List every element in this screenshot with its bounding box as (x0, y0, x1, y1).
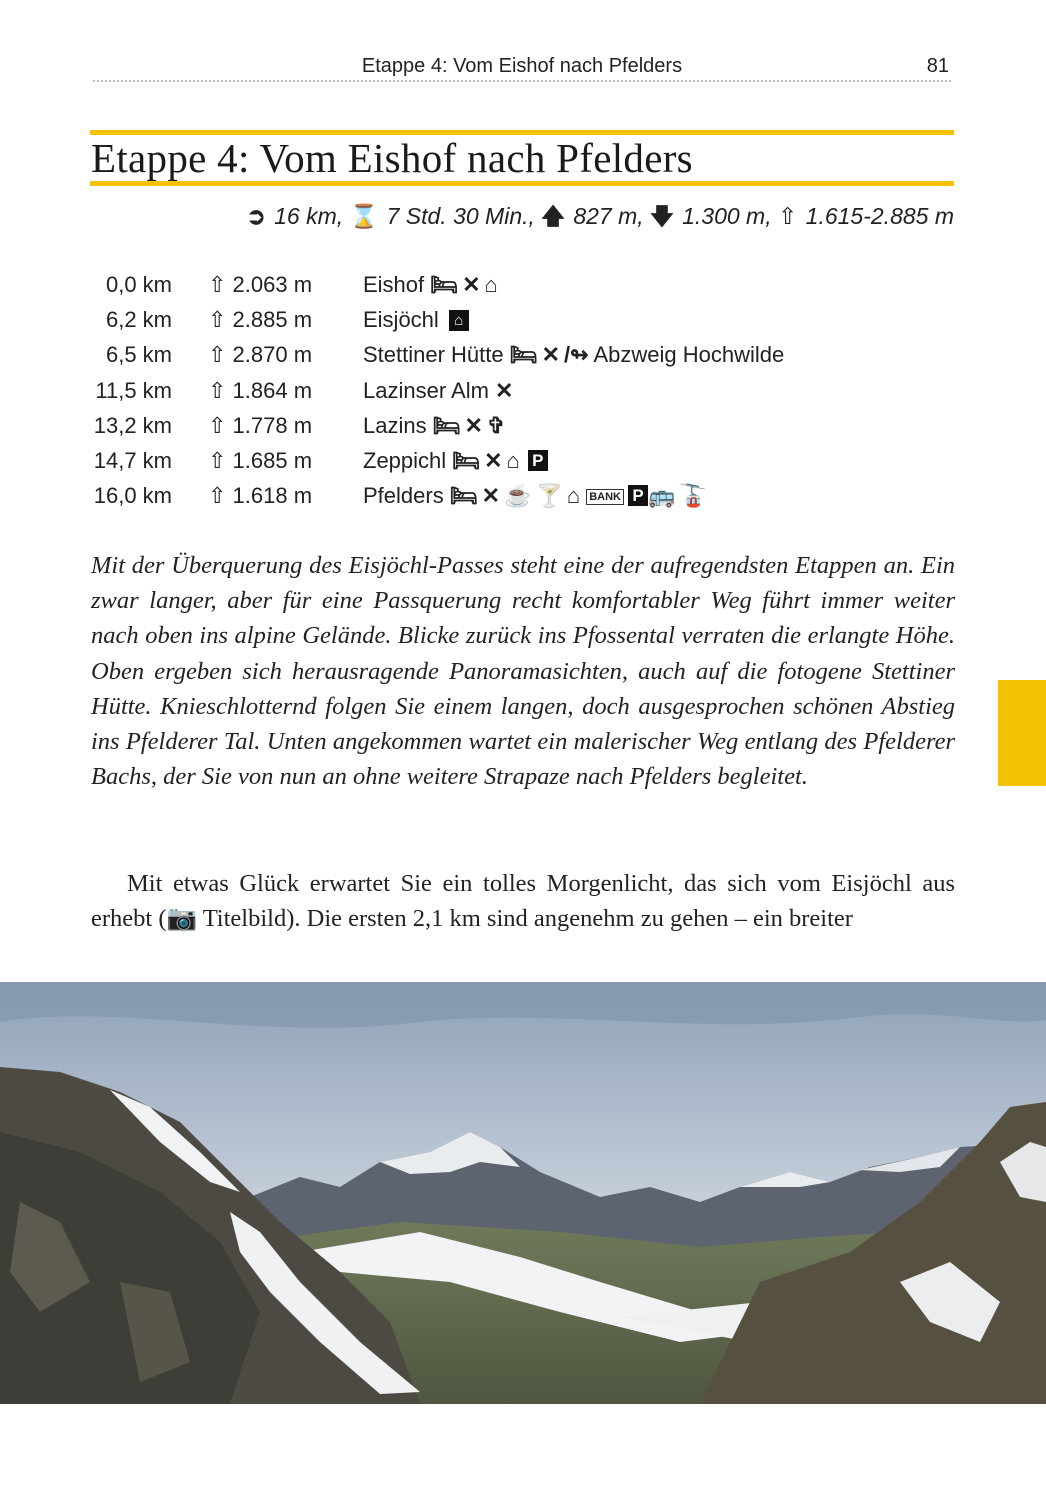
farm-icon: ⌂ (506, 447, 524, 473)
farm-icon: ⌂ (566, 483, 585, 509)
bed-icon: 🛏 (449, 483, 482, 509)
waypoint-row (90, 374, 950, 409)
waypoint-altitude: ⇧ 2.885 m (208, 307, 313, 333)
body-text-before: Mit etwas Glück erwartet Sie ein tolles Morgenlicht, das sich vom Eisjöchl aus erhebt ( (91, 870, 955, 933)
restaurant-icon: ✕ (464, 412, 487, 438)
waypoint-altitude: ⇧ 1.685 m (208, 447, 313, 473)
waypoint-place-cell (363, 448, 548, 474)
bed-icon: 🛏 (430, 272, 463, 297)
summary-distance: 16 km, (274, 203, 344, 229)
waypoint-place: Eisjöchl (363, 307, 439, 333)
bed-icon: 🛏 (432, 412, 465, 438)
running-head (93, 52, 951, 82)
waypoint-extra: Abzweig Hochwilde (593, 342, 785, 368)
waypoint-place: Zeppichl (363, 447, 447, 473)
bus-icon: 🚌 (647, 483, 680, 509)
waypoint-icons (452, 448, 548, 473)
arrow-up-icon: 🡅 (541, 203, 565, 229)
summary-descent: 1.300 m, (682, 203, 772, 229)
chapter-tab (998, 680, 1046, 786)
body-text-after: Titelbild). Die ersten 2,1 km sind angenehm zu gehen – ein breiter (197, 905, 853, 933)
intro-paragraph: Mit der Überquerung des Eisjöchl-Passes steht eine der aufregendsten Etappen an. Ein zwar langer, aber für eine Passquerung recht komfortabler Weg führt immer weiter nach oben ins alpine Gelände. Blicke zurück ins Pfossental verraten die erlangte Höhe. Oben ergeben sich herausragende Panoramasichten, auch auf die fotogene Stettiner Hütte. Knieschlotternd folgen Sie einem langen, doch ausgesprochen schönen Abstieg ins Pfelderer Tal. Unten angekommen wartet ein malerischer Weg entlang des Pfelderer Bachs, der Sie von nun an ohne weitere Strapaze nach Pfelders begleitet. (91, 552, 955, 791)
waypoint-icons (433, 413, 510, 438)
waypoint-place: Eishof (363, 272, 425, 297)
waypoint-place: Stettiner Hütte (363, 342, 504, 368)
waypoint-place-cell (363, 272, 502, 298)
waypoint-table (90, 268, 950, 514)
body-paragraph (91, 866, 955, 936)
waypoint-row (90, 444, 950, 479)
waypoint-place-cell (363, 342, 784, 368)
waypoint-km: 14,7 km (93, 447, 172, 473)
waypoint-altitude: ⇧ 2.063 m (208, 272, 313, 297)
chapel-icon: ✞ (486, 412, 510, 438)
junction-icon: /↬ (564, 342, 589, 368)
waypoint-altitude: ⇧ 1.864 m (208, 377, 313, 403)
bar-icon: 🍸 (535, 483, 567, 509)
waypoint-altitude: ⇧ 2.870 m (208, 342, 313, 368)
waypoint-place: Lazins (363, 412, 427, 438)
waypoint-altitude: ⇧ 1.778 m (208, 412, 313, 438)
bank-icon: BANK (586, 489, 624, 505)
restaurant-icon: ✕ (481, 483, 505, 509)
waypoint-km: 11,5 km (95, 377, 172, 403)
summary-duration: 7 Std. 30 Min., (386, 203, 535, 229)
waypoint-km: 0,0 km (105, 272, 172, 297)
altitude-icon: ⇧ (778, 203, 798, 229)
waypoint-km: 16,0 km (93, 483, 172, 509)
waypoint-place-cell (363, 483, 711, 509)
restaurant-icon: ✕ (484, 447, 507, 473)
waypoint-place-cell (363, 307, 469, 333)
bed-icon: 🛏 (509, 342, 542, 368)
bed-icon: 🛏 (452, 447, 485, 473)
page-number: 81 (926, 55, 949, 77)
restaurant-icon: ✕ (462, 272, 485, 297)
waypoint-place-cell (363, 413, 509, 439)
farm-icon: ⌂ (484, 272, 502, 297)
waypoint-km: 6,2 km (105, 307, 172, 333)
stage-summary (246, 200, 954, 239)
hourglass-icon: ⌛ (349, 203, 379, 229)
waypoint-icons (510, 342, 589, 367)
camera-icon: 📷 (166, 905, 198, 933)
waypoint-km: 13,2 km (93, 412, 172, 438)
waypoint-row (90, 338, 950, 373)
mountain-panorama-photo (0, 982, 1046, 1404)
stage-title: Etappe 4: Vom Eishof nach Pfelders (91, 135, 693, 181)
restaurant-icon: ✕ (541, 342, 565, 368)
parking-icon: P (628, 485, 648, 506)
waypoint-place-cell (363, 378, 517, 404)
shelter-icon: ⌂ (449, 310, 469, 331)
parking-icon: P (528, 450, 548, 471)
waypoint-row (90, 479, 950, 514)
running-title: Etappe 4: Vom Eishof nach Pfelders (361, 55, 683, 77)
waypoint-row (90, 303, 950, 338)
waypoint-icons (430, 272, 502, 297)
distance-icon: ➲ (246, 203, 266, 229)
waypoint-place: Lazinser Alm (363, 377, 489, 403)
waypoint-place: Pfelders (363, 483, 444, 509)
waypoint-row (90, 409, 950, 444)
waypoint-row (90, 268, 950, 303)
waypoint-icons (450, 483, 711, 508)
title-rule-bottom (90, 181, 954, 186)
waypoint-altitude: ⇧ 1.618 m (208, 483, 313, 509)
waypoint-icons (495, 378, 517, 403)
restaurant-icon: ✕ (494, 377, 518, 403)
cafe-icon: ☕ (504, 483, 536, 509)
waypoint-km: 6,5 km (105, 342, 172, 368)
summary-ascent: 827 m, (573, 203, 644, 229)
summary-altitude: 1.615-2.885 m (805, 203, 954, 229)
cable-car-icon: 🚡 (679, 483, 711, 509)
waypoint-icons (445, 307, 469, 332)
arrow-down-icon: 🡇 (650, 203, 674, 229)
